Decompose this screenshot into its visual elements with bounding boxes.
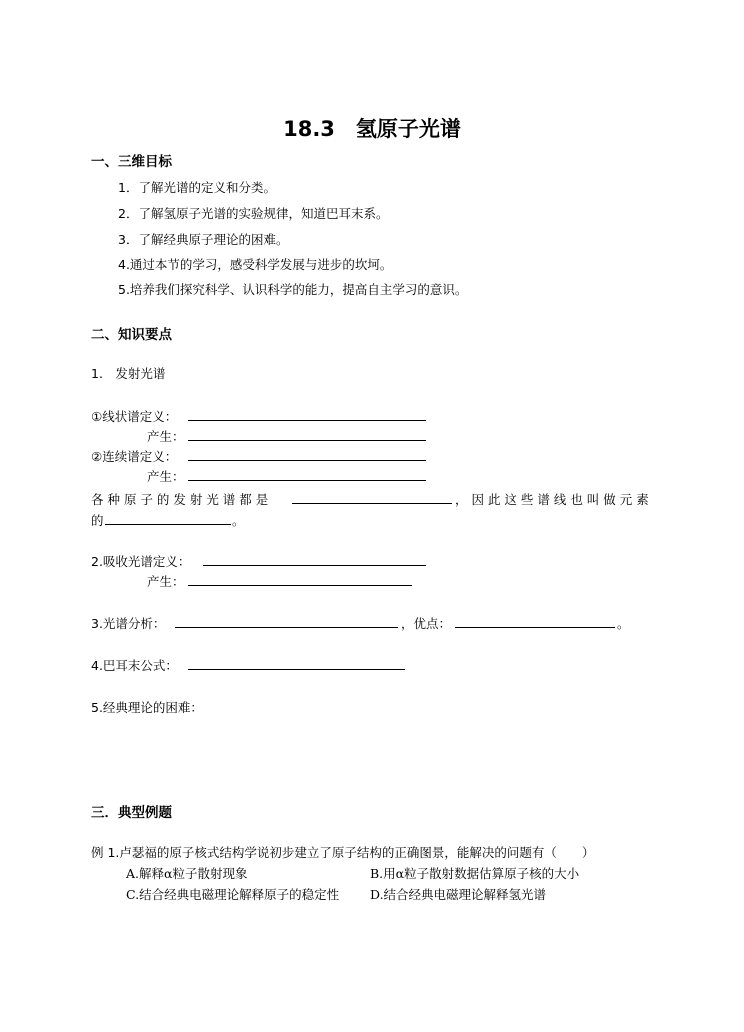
goal-item: 1．了解光谱的定义和分类。 (118, 180, 276, 195)
option-d[interactable]: D.结合经典电磁理论解释氢光谱 (370, 887, 547, 902)
spectral-analysis-label: 3.光谱分析： (91, 616, 166, 631)
advantage-blank[interactable] (455, 614, 615, 628)
cont-spectrum-prod-label: 产生： (147, 469, 185, 484)
goal-item: 5.培养我们探究科学、认识科学的能力，提高自主学习的意识。 (118, 282, 468, 297)
classical-difficulty-label: 5.经典理论的困难： (91, 700, 203, 715)
emission-spectrum-title: 1. 发射光谱 (91, 366, 166, 381)
period-mark: 。 (617, 616, 630, 631)
cont-spectrum-prod-blank[interactable] (188, 467, 426, 481)
emission-sentence-d: 。 (232, 513, 245, 528)
absorption-prod-label: 产生： (147, 574, 185, 589)
element-name-blank[interactable] (105, 511, 231, 525)
balmer-formula-blank[interactable] (188, 656, 405, 670)
example-1-question: 例 1.卢瑟福的原子核式结构学说初步建立了原子结构的正确图景，能解决的问题有（ ） (91, 845, 595, 860)
goal-item: 3．了解经典原子理论的困难。 (118, 232, 289, 247)
absorption-prod-blank[interactable] (188, 572, 412, 586)
section-heading-examples: 三．典型例题 (91, 805, 172, 821)
line-spectrum-def-label: ①线状谱定义： (91, 409, 178, 424)
spectral-analysis-blank[interactable] (175, 614, 398, 628)
line-spectrum-prod-label: 产生： (147, 429, 185, 444)
section-heading-goals: 一、三维目标 (91, 154, 172, 170)
absorption-def-blank[interactable] (203, 552, 426, 566)
page-title: 18.3 氢原子光谱 (283, 117, 461, 141)
goal-item: 4.通过本节的学习，感受科学发展与进步的坎坷。 (118, 257, 393, 272)
option-c[interactable]: C.结合经典电磁理论解释原子的稳定性 (126, 887, 340, 902)
advantage-label: ，优点： (401, 616, 452, 631)
cont-spectrum-def-blank[interactable] (188, 447, 426, 461)
cont-spectrum-def-label: ②连续谱定义： (91, 449, 178, 464)
goal-item: 2．了解氢原子光谱的实验规律，知道巴耳末系。 (118, 206, 389, 221)
line-spectrum-def-blank[interactable] (188, 407, 426, 421)
balmer-formula-label: 4.巴耳末公式： (91, 658, 178, 673)
section-heading-knowledge: 二、知识要点 (91, 327, 172, 343)
emission-sentence-c: 的 (91, 513, 104, 528)
absorption-def-label: 2.吸收光谱定义： (91, 554, 191, 569)
option-b[interactable]: B.用α粒子散射数据估算原子核的大小 (370, 866, 580, 881)
line-spectrum-prod-blank[interactable] (188, 427, 426, 441)
emission-sentence-b: ， 因 此 这 些 谱 线 也 叫 做 元 素 (455, 492, 649, 507)
emission-feature-blank[interactable] (292, 490, 452, 504)
emission-sentence-a: 各 种 原 子 的 发 射 光 谱 都 是 (91, 492, 269, 507)
option-a[interactable]: A.解释α粒子散射现象 (126, 866, 248, 881)
